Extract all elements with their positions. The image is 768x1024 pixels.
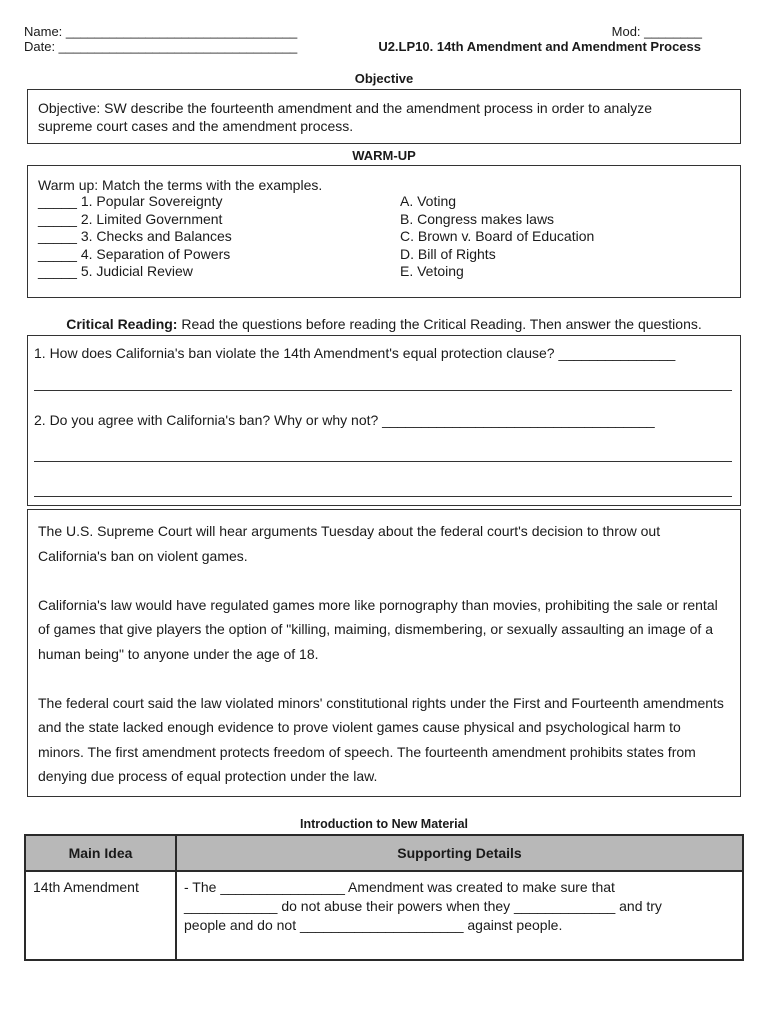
question-1: 1. How does California's ban violate the 14th Amendment's equal protection clause? _______________ [34, 345, 676, 361]
critical-reading-label: Critical Reading: [66, 316, 178, 332]
warmup-term: _____ 4. Separation of Powers [38, 245, 231, 262]
objective-line: supreme court cases and the amendment process. [38, 117, 354, 134]
warmup-term: _____ 3. Checks and Balances [38, 228, 232, 244]
details-line: ____________ do not abuse their powers when they _____________ and try [184, 898, 662, 914]
main-idea-header: Main Idea [25, 835, 176, 871]
answer-line[interactable] [34, 496, 732, 497]
questions-box [27, 335, 741, 506]
warmup-example: C. Brown v. Board of Education [400, 228, 595, 244]
reading-paragraph: The federal court said the law violated minors' constitutional rights under the First and Fourteenth amendments and the state lacked enough evidence to prove violent games cause physical and psychological harm to minors. The first amendment protects freedom of speech. The fourteenth amendment prohibits states from denying due process of equal protection under the law. [38, 694, 724, 784]
reading-paragraph: The U.S. Supreme Court will hear arguments Tuesday about the federal court's decision to throw out California's ban on violent games. [38, 523, 661, 564]
name-field-label: Name: ________________________________ [24, 24, 298, 39]
mod-field-label: Mod: ________ [611, 24, 702, 39]
warmup-term: _____ 1. Popular Sovereignty [38, 193, 223, 209]
warmup-example: B. Congress makes laws [400, 210, 555, 227]
objective-line: Objective: SW describe the fourteenth amendment and the amendment process in order to analyze [38, 100, 653, 116]
main-idea-cell: 14th Amendment [25, 871, 176, 960]
objective-heading: Objective [354, 71, 414, 86]
details-line: people and do not _____________________ against people. [184, 917, 563, 933]
warmup-instructions: Warm up: Match the terms with the examples. [38, 177, 323, 193]
objective-box [27, 89, 741, 144]
reading-passage-box [27, 509, 741, 797]
critical-reading-instructions: Read the questions before reading the Critical Reading. Then answer the questions. [177, 316, 702, 332]
warmup-example: D. Bill of Rights [400, 245, 496, 262]
date-field-label: Date: _________________________________ [24, 39, 298, 54]
warmup-term: _____ 5. Judicial Review [38, 263, 193, 279]
supporting-details-header: Supporting Details [176, 835, 743, 871]
warmup-example: E. Vetoing [400, 263, 464, 279]
supporting-details-cell [176, 871, 743, 960]
notes-table [24, 834, 744, 961]
warmup-box [27, 165, 741, 298]
warmup-heading: WARM-UP [352, 148, 416, 163]
answer-line[interactable] [34, 390, 732, 391]
warmup-example: A. Voting [400, 193, 457, 209]
details-line: - The ________________ Amendment was created to make sure that [184, 879, 615, 895]
reading-paragraph: California's law would have regulated games more like pornography than movies, prohibiting the sale or rental of games that give players the option of "killing, maiming, dismembering, or sexually assaulting an image of a human being" to anyone under the age of 18. [38, 596, 718, 662]
answer-line[interactable] [34, 461, 732, 462]
lesson-title: U2.LP10. 14th Amendment and Amendment Process [378, 39, 701, 54]
question-2: 2. Do you agree with California's ban? Why or why not? ___________________________________ [34, 412, 655, 428]
critical-reading-intro [0, 316, 768, 332]
new-material-heading: Introduction to New Material [299, 817, 469, 831]
warmup-term: _____ 2. Limited Government [38, 210, 223, 227]
